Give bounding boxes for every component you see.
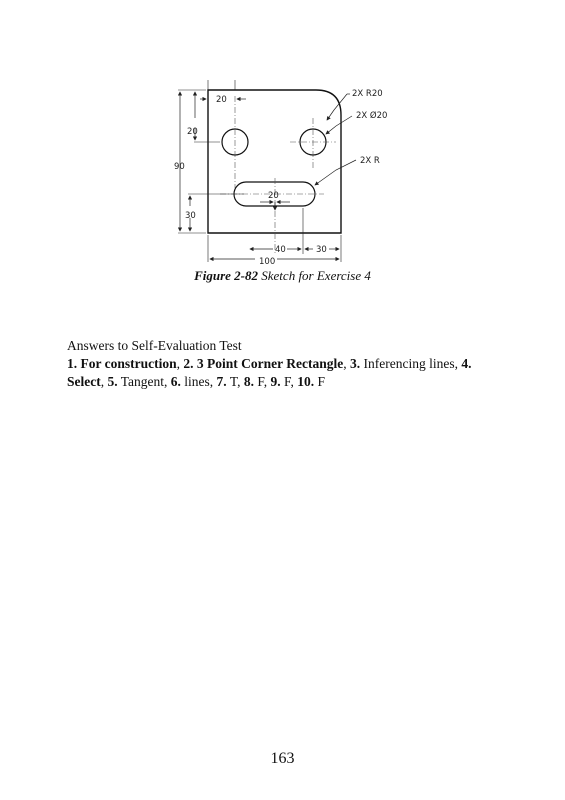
answers-list: 1. For construction, 2. 3 Point Corner Rectangle, 3. Inferencing lines, 4. Select, 5. Tangent, 6. lines, 7. T, 8. F, 9. F, 10. F (67, 356, 472, 389)
answer-text: For construction (80, 356, 177, 371)
dim-height: 90 (174, 162, 185, 172)
answer-text: 3 Point Corner Rectangle (196, 356, 344, 371)
answer-number: 8. (243, 374, 254, 389)
answer-text: lines (184, 374, 210, 389)
dim-hole-offset: 20 (187, 127, 198, 137)
answers-heading: Answers to Self-Evaluation Test (67, 338, 242, 353)
figure-label: Figure 2-82 (194, 268, 259, 283)
dim-top-width: 20 (216, 95, 227, 105)
answer-text: T (229, 374, 238, 389)
answer-number: 4. (461, 356, 472, 371)
answer-text: Inferencing lines (363, 356, 455, 371)
figure-caption (0, 268, 565, 284)
answer-text: F (257, 374, 264, 389)
page-number: 163 (270, 750, 295, 767)
answer-number: 2. (183, 356, 194, 371)
callout-slot-radius: 2X R (360, 156, 380, 166)
answer-text: F (317, 374, 325, 389)
dim-slot-center: 40 (275, 245, 286, 255)
answer-number: 7. (216, 374, 227, 389)
part-outline (208, 90, 341, 233)
dim-total-width: 100 (259, 257, 276, 267)
exercise-sketch (160, 78, 410, 268)
answer-number: 9. (270, 374, 281, 389)
answer-number: 6. (170, 374, 181, 389)
answer-number: 1. (67, 356, 78, 371)
answer-number: 10. (297, 374, 315, 389)
dim-slot-width: 20 (268, 191, 279, 201)
answer-text: Select (67, 374, 101, 389)
dim-right-offset: 30 (316, 245, 327, 255)
sketch-svg (160, 78, 410, 268)
answer-text: Tangent (120, 374, 165, 389)
answer-number: 3. (349, 356, 361, 371)
answer-text: F (284, 374, 291, 389)
answer-number: 5. (107, 374, 118, 389)
figure-caption-text: Sketch for Exercise 4 (261, 268, 371, 283)
callout-hole-diameter: 2X Ø20 (356, 111, 388, 121)
dim-bottom-height: 30 (185, 211, 196, 221)
callout-corner-radius: 2X R20 (352, 89, 383, 99)
